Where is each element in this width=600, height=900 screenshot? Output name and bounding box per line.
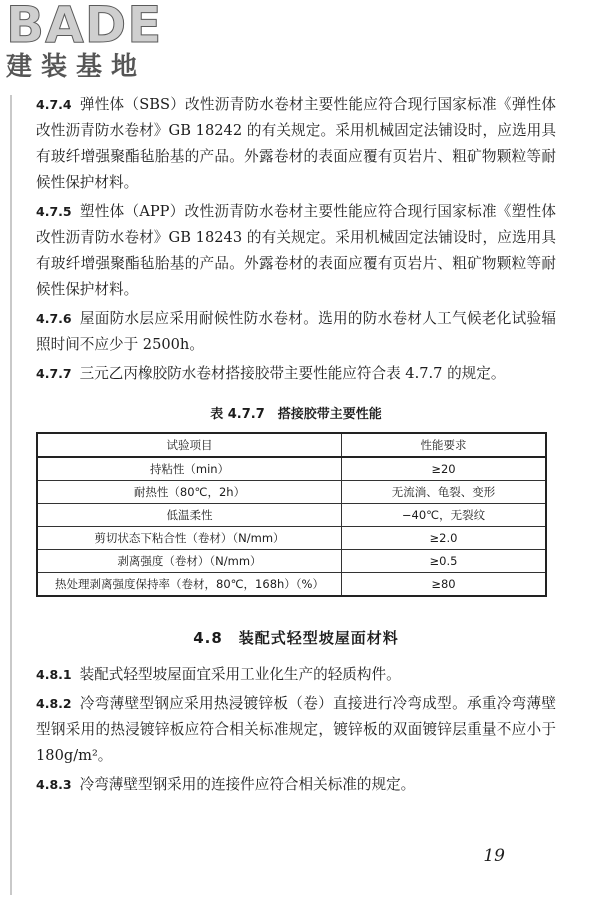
- table-row: [37, 550, 546, 573]
- table-cell: 耐热性（80℃，2h）: [37, 481, 342, 504]
- table-header-cell: 试验项目: [37, 433, 342, 457]
- table-title: 表 4.7.7 搭接胶带主要性能: [210, 407, 382, 422]
- table-cell: 低温柔性: [37, 504, 342, 527]
- clause-text: 三元乙丙橡胶防水卷材搭接胶带主要性能应符合表 4.7.7 的规定。: [79, 365, 506, 382]
- clause-paragraph: [36, 199, 556, 303]
- table-row: [37, 457, 546, 481]
- clause-text: 装配式轻型坡屋面宜采用工业化生产的轻质构件。: [79, 666, 401, 683]
- clause-text: 弹性体（SBS）改性沥青防水卷材主要性能应符合现行国家标准《弹性体改性沥青防水卷材》GB 18242 的有关规定。采用机械固定法铺设时，应选用具有玻纤增强聚酯毡胎基的产品。外露卷材的表面应覆有页岩片、粗矿物颗粒等耐候性保护材料。: [36, 96, 556, 191]
- table-cell: ≥20: [342, 457, 547, 481]
- table-cell: −40℃，无裂纹: [342, 504, 547, 527]
- logo-subtitle: 建装基地: [6, 52, 147, 82]
- clause-text: 塑性体（APP）改性沥青防水卷材主要性能应符合现行国家标准《塑性体改性沥青防水卷材》GB 18243 的有关规定。采用机械固定法铺设时，应选用具有玻纤增强聚酯毡胎基的产品。外露卷材的表面应覆有页岩片、粗矿物颗粒等耐候性保护材料。: [36, 203, 556, 298]
- bade-logo: [6, 0, 162, 82]
- clause-text: 冷弯薄壁型钢采用的连接件应符合相关标准的规定。: [79, 776, 416, 793]
- table-cell: ≥80: [342, 573, 547, 597]
- clause-number: 4.8.1: [36, 667, 72, 682]
- table-row: [37, 527, 546, 550]
- clause-paragraph: [36, 306, 556, 358]
- table-cell: 剥离强度（卷材）（N/mm）: [37, 550, 342, 573]
- clause-number: 4.7.5: [36, 204, 72, 219]
- clause-number: 4.7.4: [36, 97, 72, 112]
- clause-paragraph: [36, 772, 556, 798]
- clauses-4-7: [36, 92, 556, 387]
- clause-paragraph: [36, 691, 556, 769]
- clause-paragraph: [36, 662, 556, 688]
- clause-number: 4.7.7: [36, 366, 72, 381]
- clause-number: 4.8.2: [36, 696, 72, 711]
- clause-number: 4.7.6: [36, 311, 72, 326]
- clause-text: 冷弯薄壁型钢应采用热浸镀锌板（卷）直接进行冷弯成型。承重冷弯薄壁型钢采用的热浸镀锌板应符合相关标准规定，镀锌板的双面镀锌层重量不应小于 180g/m²。: [36, 695, 556, 764]
- clause-paragraph: [36, 92, 556, 196]
- page-edge-line: [10, 95, 12, 895]
- table-cell: ≥2.0: [342, 527, 547, 550]
- table-header-cell: 性能要求: [342, 433, 547, 457]
- clause-paragraph: [36, 361, 556, 387]
- page-number: 19: [483, 846, 505, 866]
- table-cell: 热处理剥离强度保持率（卷材，80℃，168h）（%）: [37, 573, 342, 597]
- table-row: [37, 504, 546, 527]
- page-content: [36, 92, 556, 801]
- clauses-4-8: [36, 662, 556, 798]
- clause-text: 屋面防水层应采用耐候性防水卷材。选用的防水卷材人工气候老化试验辐照时间不应少于 2500h。: [36, 310, 556, 353]
- table-cell: 无流淌、龟裂、变形: [342, 481, 547, 504]
- table-cell: ≥0.5: [342, 550, 547, 573]
- table-cell: 剪切状态下粘合性（卷材）（N/mm）: [37, 527, 342, 550]
- clause-number: 4.8.3: [36, 777, 72, 792]
- table-header-row: [37, 433, 546, 457]
- table-row: [37, 573, 546, 597]
- spec-table: [36, 432, 547, 597]
- section-heading: 4.8 装配式轻型坡屋面材料: [193, 629, 399, 647]
- table-cell: 持粘性（min）: [37, 457, 342, 481]
- table-row: [37, 481, 546, 504]
- logo-wordmark: BADE: [6, 0, 163, 54]
